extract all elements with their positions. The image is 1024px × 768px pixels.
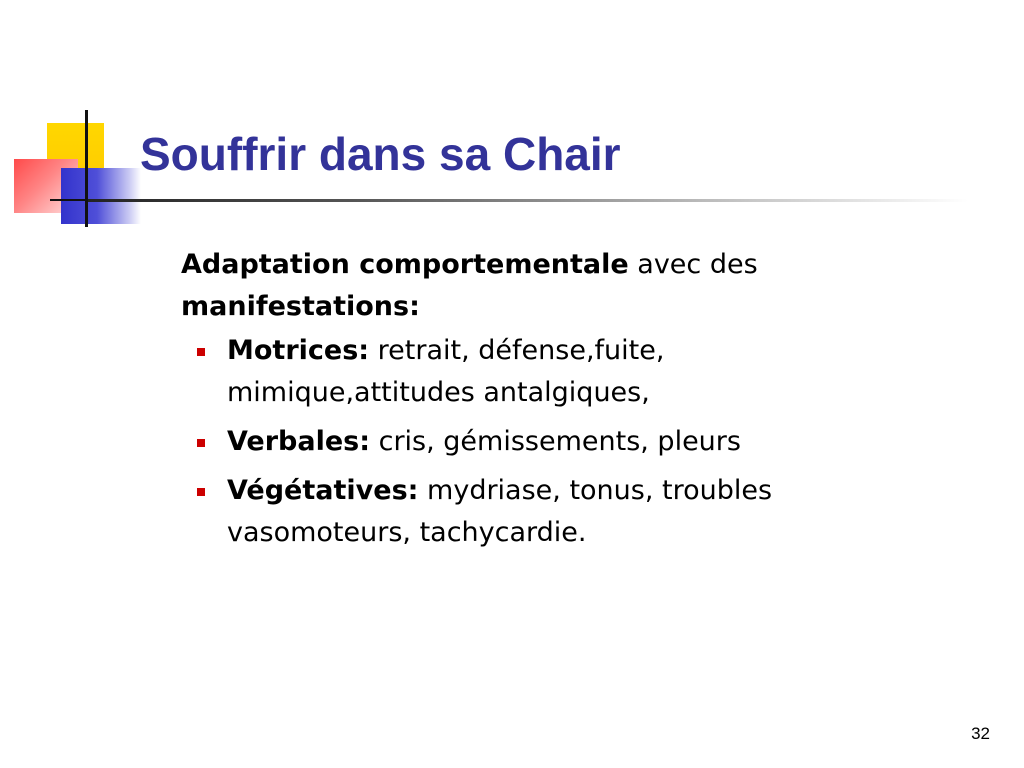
bullet-text: retrait, défense,fuite, mimique,attitudes antalgiques,: [227, 335, 665, 408]
bullet-label: Végétatives:: [227, 475, 419, 506]
bullet-list: [181, 330, 861, 554]
slide-title: Souffrir dans sa Chair: [140, 128, 621, 180]
bullet-square-icon: [197, 348, 205, 356]
page-number: 32: [971, 724, 990, 743]
slide-body: [181, 244, 861, 561]
list-item: [181, 470, 861, 554]
intro-bold-lead: Adaptation comportementale: [181, 249, 629, 280]
list-item: [181, 330, 861, 414]
logo-vertical-line: [85, 110, 88, 227]
intro-bold-tail: manifestations:: [181, 291, 420, 322]
blue-square: [61, 168, 141, 224]
corner-logo: [0, 0, 160, 240]
bullet-text: mydriase, tonus, troubles vasomoteurs, tachycardie.: [227, 475, 773, 548]
intro-plain: avec des: [628, 249, 758, 280]
list-item: [181, 421, 861, 463]
title-underline: [88, 199, 968, 202]
intro-paragraph: [181, 244, 861, 328]
bullet-square-icon: [197, 488, 205, 496]
bullet-text: cris, gémissements, pleurs: [370, 426, 741, 457]
bullet-label: Verbales:: [227, 426, 371, 457]
bullet-square-icon: [197, 439, 205, 447]
bullet-label: Motrices:: [227, 335, 370, 366]
